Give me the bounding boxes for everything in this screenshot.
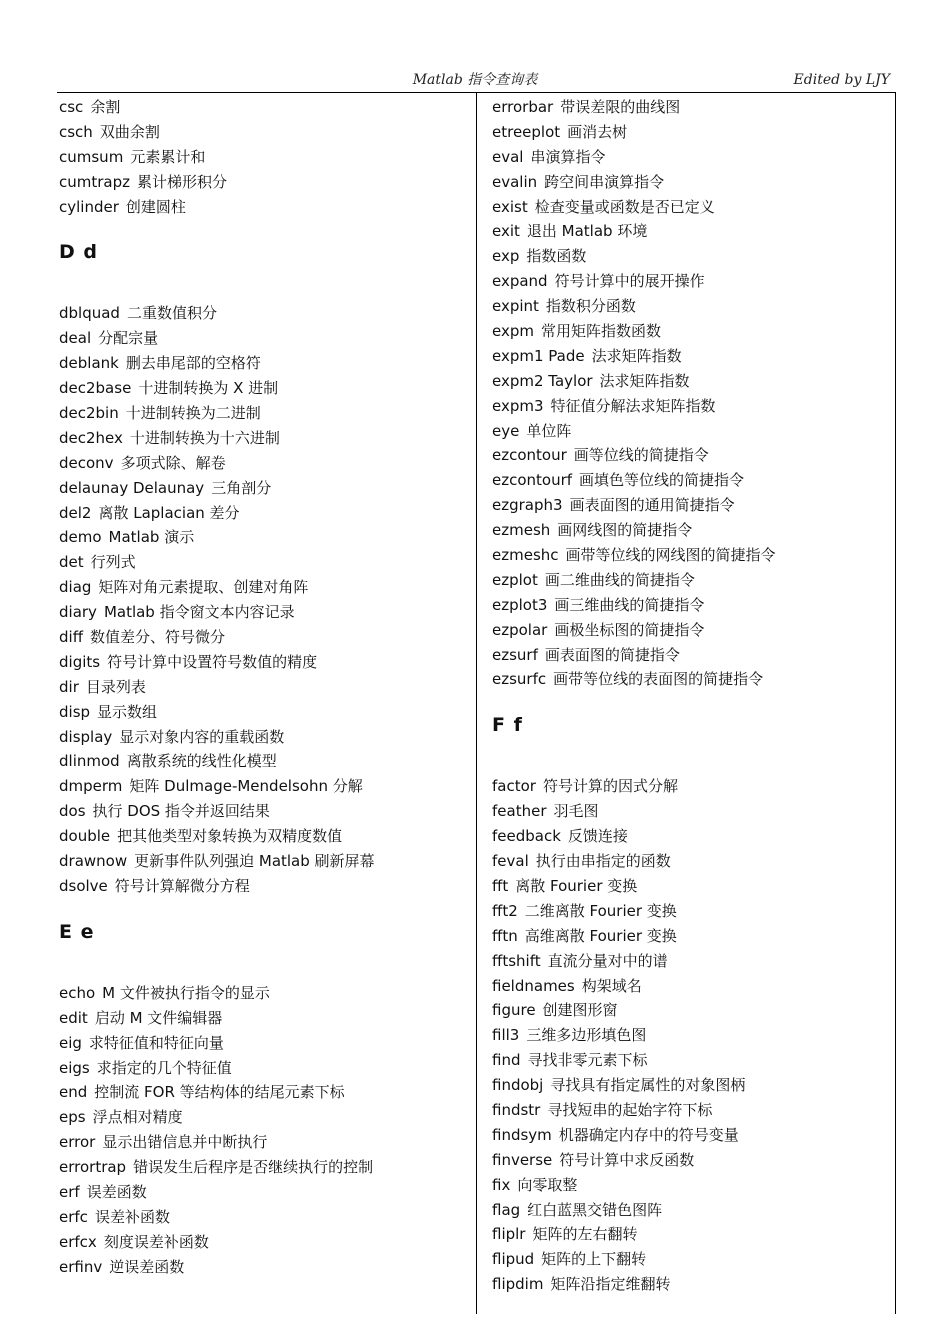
entry-command: fft <box>492 876 509 895</box>
entry-description: 特征值分解法求矩阵指数 <box>550 396 716 415</box>
entry-row <box>59 95 469 120</box>
entry-command: findobj <box>492 1076 544 1095</box>
entry-row <box>492 643 892 668</box>
entry-command: ezmesh <box>492 521 551 540</box>
entry-row <box>59 451 469 476</box>
entry-row <box>59 725 469 750</box>
entry-command: expm1 Pade <box>492 346 585 365</box>
entry-row <box>492 799 892 824</box>
entry-row <box>59 675 469 700</box>
entry-row <box>59 1205 469 1230</box>
entry-command: finverse <box>492 1150 553 1169</box>
entry-list <box>492 774 892 1297</box>
entry-command: eig <box>59 1033 82 1052</box>
entry-row <box>492 774 892 799</box>
entry-description: 离散 Laplacian 差分 <box>98 503 240 522</box>
entry-command: dlinmod <box>59 752 120 771</box>
entry-command: dec2hex <box>59 428 123 447</box>
entry-command: figure <box>492 1001 536 1020</box>
entry-description: 跨空间串演算指令 <box>544 172 665 191</box>
entry-description: 累计梯形积分 <box>137 172 228 191</box>
entry-description: M 文件被执行指令的显示 <box>102 983 270 1002</box>
entry-description: 错误发生后程序是否继续执行的控制 <box>133 1158 374 1177</box>
entry-command: ezplot3 <box>492 595 548 614</box>
entry-description: 逆误差函数 <box>109 1257 185 1276</box>
entry-row <box>492 568 892 593</box>
entry-command: flag <box>492 1200 521 1219</box>
entry-command: ezmeshc <box>492 546 559 565</box>
entry-row <box>59 1031 469 1056</box>
entry-command: diff <box>59 628 84 647</box>
entry-command: findsym <box>492 1125 552 1144</box>
entry-command: csch <box>59 122 93 141</box>
entry-row <box>492 145 892 170</box>
entry-row <box>492 824 892 849</box>
entry-description: 行列式 <box>90 553 136 572</box>
entry-row <box>492 618 892 643</box>
entry-description: Matlab 演示 <box>108 528 195 547</box>
entry-description: 三维多边形填色图 <box>526 1026 647 1045</box>
entry-row <box>59 1155 469 1180</box>
entry-command: dsolve <box>59 876 108 895</box>
entry-description: 构架域名 <box>581 976 642 995</box>
entry-row <box>59 1056 469 1081</box>
entry-command: diary <box>59 603 97 622</box>
entry-description: 红白蓝黑交错色图阵 <box>527 1200 663 1219</box>
entry-row <box>59 401 469 426</box>
entry-description: 创建圆柱 <box>125 197 186 216</box>
entry-row <box>492 518 892 543</box>
entry-command: double <box>59 827 111 846</box>
right-column <box>492 95 892 1297</box>
entry-command: csc <box>59 98 84 116</box>
entry-command: expm2 Taylor <box>492 371 593 390</box>
entry-command: error <box>59 1133 96 1152</box>
entry-command: echo <box>59 983 96 1002</box>
entry-row <box>492 1048 892 1073</box>
entry-description: 画网线图的简捷指令 <box>557 521 693 540</box>
entry-description: 刻度误差补函数 <box>103 1232 209 1251</box>
entry-row <box>492 1148 892 1173</box>
entry-list <box>59 95 469 219</box>
entry-command: expint <box>492 297 539 316</box>
entry-description: 法求矩阵指数 <box>599 371 690 390</box>
entry-command: del2 <box>59 503 92 522</box>
entry-description: 显示对象内容的重载函数 <box>119 727 285 746</box>
entry-command: dec2base <box>59 379 132 398</box>
entry-description: 符号计算解微分方程 <box>114 876 250 895</box>
entry-description: 显示数组 <box>97 702 158 721</box>
entry-command: deblank <box>59 354 119 373</box>
entry-row <box>492 1073 892 1098</box>
entry-command: findstr <box>492 1100 541 1119</box>
entry-command: dec2bin <box>59 404 119 423</box>
entry-command: feval <box>492 852 529 871</box>
entry-description: 矩阵对角元素提取、创建对角阵 <box>98 578 309 597</box>
entry-command: cumtrapz <box>59 172 131 191</box>
entry-row <box>492 924 892 949</box>
entry-row <box>492 1173 892 1198</box>
entry-description: 启动 M 文件编辑器 <box>94 1008 223 1027</box>
entry-row <box>59 501 469 526</box>
entry-command: ezcontour <box>492 446 567 465</box>
entry-list <box>59 981 469 1280</box>
entry-row <box>59 1105 469 1130</box>
entry-description: 多项式除、解卷 <box>120 453 226 472</box>
entry-row <box>492 219 892 244</box>
entry-command: errortrap <box>59 1158 127 1177</box>
entry-command: exp <box>492 247 520 266</box>
header-author: Edited by LJY <box>793 72 890 88</box>
entry-description: 高维离散 Fourier 变换 <box>524 926 677 945</box>
entry-row <box>59 195 469 220</box>
entry-row <box>59 650 469 675</box>
entry-command: errorbar <box>492 98 554 116</box>
entry-description: 元素累计和 <box>130 147 206 166</box>
entry-row <box>59 476 469 501</box>
entry-description: 执行由串指定的函数 <box>535 852 671 871</box>
entry-description: 羽毛图 <box>553 802 599 821</box>
entry-command: ezpolar <box>492 620 548 639</box>
entry-command: fix <box>492 1175 511 1194</box>
entry-row <box>492 269 892 294</box>
entry-row <box>492 95 892 120</box>
entry-row <box>492 1123 892 1148</box>
entry-row <box>59 874 469 899</box>
entry-command: factor <box>492 777 536 796</box>
entry-command: diag <box>59 578 92 597</box>
entry-command: fill3 <box>492 1026 520 1045</box>
entry-command: deconv <box>59 453 114 472</box>
entry-description: 求指定的几个特征值 <box>96 1058 232 1077</box>
column-divider <box>476 92 477 1314</box>
entry-description: 画填色等位线的简捷指令 <box>579 471 745 490</box>
entry-description: 带误差限的曲线图 <box>560 98 681 116</box>
entry-command: cylinder <box>59 197 119 216</box>
entry-command: flipud <box>492 1250 535 1269</box>
entry-command: expand <box>492 272 548 291</box>
entry-row <box>59 1006 469 1031</box>
entry-row <box>59 550 469 575</box>
entry-description: 画带等位线的表面图的简捷指令 <box>553 670 764 689</box>
entry-row <box>59 1130 469 1155</box>
entry-command: find <box>492 1051 521 1070</box>
entry-command: fftn <box>492 926 518 945</box>
entry-command: feather <box>492 802 547 821</box>
entry-description: 离散 Fourier 变换 <box>515 876 638 895</box>
entry-description: 矩阵的上下翻转 <box>541 1250 647 1269</box>
entry-description: 十进制转换为十六进制 <box>129 428 280 447</box>
entry-row <box>59 170 469 195</box>
entry-command: erfcx <box>59 1232 97 1251</box>
entry-row <box>59 1230 469 1255</box>
entry-command: dmperm <box>59 777 123 796</box>
entry-description: 反馈连接 <box>567 827 628 846</box>
entry-command: deal <box>59 329 92 348</box>
entry-row <box>492 974 892 999</box>
entry-command: end <box>59 1083 88 1102</box>
entry-command: erfc <box>59 1207 88 1226</box>
entry-command: eye <box>492 421 520 440</box>
entry-command: display <box>59 727 113 746</box>
entry-command: ezgraph3 <box>492 496 563 515</box>
entry-row <box>59 376 469 401</box>
entry-command: eigs <box>59 1058 90 1077</box>
section-heading-f: F f <box>492 714 523 737</box>
entry-row <box>492 394 892 419</box>
entry-command: ezsurf <box>492 645 538 664</box>
entry-description: Matlab 指令窗文本内容记录 <box>103 603 295 622</box>
entry-row <box>492 899 892 924</box>
entry-list <box>59 301 469 898</box>
entry-command: erfinv <box>59 1257 103 1276</box>
entry-row <box>492 369 892 394</box>
entry-description: 十进制转换为二进制 <box>125 404 261 423</box>
entry-description: 矩阵的左右翻转 <box>532 1225 638 1244</box>
entry-description: 删去串尾部的空格符 <box>125 354 261 373</box>
page-title: Matlab 指令查询表 <box>412 72 538 88</box>
entry-command: dir <box>59 677 79 696</box>
entry-row <box>59 120 469 145</box>
entry-row <box>59 749 469 774</box>
entry-row <box>59 145 469 170</box>
entry-description: 数值差分、符号微分 <box>90 628 226 647</box>
entry-description: 常用矩阵指数函数 <box>540 322 661 341</box>
entry-command: exist <box>492 197 528 216</box>
entry-description: 寻找非零元素下标 <box>527 1051 648 1070</box>
entry-row <box>492 195 892 220</box>
entry-description: 直流分量对中的谱 <box>547 951 668 970</box>
entry-row <box>492 1098 892 1123</box>
entry-description: 机器确定内存中的符号变量 <box>558 1125 739 1144</box>
entry-description: 求特征值和特征向量 <box>88 1033 224 1052</box>
entry-description: 符号计算中设置符号数值的精度 <box>107 652 318 671</box>
entry-description: 画三维曲线的简捷指令 <box>554 595 705 614</box>
entry-description: 画等位线的简捷指令 <box>573 446 709 465</box>
entry-description: 分配宗量 <box>98 329 159 348</box>
entry-row <box>492 468 892 493</box>
right-border <box>895 92 896 1314</box>
entry-description: 误差函数 <box>86 1182 147 1201</box>
entry-row <box>492 344 892 369</box>
entry-description: 目录列表 <box>85 677 146 696</box>
entry-command: delaunay Delaunay <box>59 478 205 497</box>
entry-command: flipdim <box>492 1275 544 1294</box>
entry-command: fieldnames <box>492 976 575 995</box>
entry-row <box>59 301 469 326</box>
entry-command: eps <box>59 1108 86 1127</box>
entry-description: 三角剖分 <box>211 478 272 497</box>
entry-command: evalin <box>492 172 538 191</box>
entry-row <box>59 1080 469 1105</box>
entry-row <box>492 493 892 518</box>
entry-description: 显示出错信息并中断执行 <box>102 1133 268 1152</box>
entry-command: expm <box>492 322 534 341</box>
entry-command: etreeplot <box>492 122 561 141</box>
entry-command: cumsum <box>59 147 124 166</box>
entry-description: 创建图形窗 <box>542 1001 618 1020</box>
entry-description: 画二维曲线的简捷指令 <box>544 570 695 589</box>
entry-list <box>492 95 892 692</box>
entry-description: 向零取整 <box>517 1175 578 1194</box>
entry-command: fftshift <box>492 951 541 970</box>
entry-description: 二维离散 Fourier 变换 <box>524 901 677 920</box>
entry-description: 指数积分函数 <box>545 297 636 316</box>
entry-command: ezplot <box>492 570 538 589</box>
entry-command: ezcontourf <box>492 471 573 490</box>
entry-description: 寻找短串的起始字符下标 <box>547 1100 713 1119</box>
entry-row <box>492 849 892 874</box>
entry-row <box>59 600 469 625</box>
entry-description: 余割 <box>90 98 121 116</box>
entry-row <box>492 543 892 568</box>
entry-command: feedback <box>492 827 561 846</box>
entry-row <box>492 319 892 344</box>
left-column <box>59 95 469 1280</box>
entry-row <box>59 700 469 725</box>
entry-row <box>59 525 469 550</box>
entry-description: 寻找具有指定属性的对象图柄 <box>550 1076 746 1095</box>
entry-row <box>59 774 469 799</box>
entry-command: dos <box>59 802 86 821</box>
entry-row <box>492 1222 892 1247</box>
entry-description: 画表面图的简捷指令 <box>544 645 680 664</box>
entry-description: 离散系统的线性化模型 <box>126 752 277 771</box>
entry-description: 单位阵 <box>526 421 572 440</box>
entry-row <box>492 244 892 269</box>
entry-row <box>59 1255 469 1280</box>
entry-row <box>492 667 892 692</box>
entry-row <box>492 120 892 145</box>
entry-command: fliplr <box>492 1225 526 1244</box>
entry-description: 双曲余割 <box>99 122 160 141</box>
entry-row <box>59 799 469 824</box>
entry-command: fft2 <box>492 901 518 920</box>
entry-description: 检查变量或函数是否已定义 <box>534 197 715 216</box>
entry-command: exit <box>492 222 520 241</box>
entry-description: 画消去树 <box>567 122 628 141</box>
entry-description: 更新事件队列强迫 Matlab 刷新屏幕 <box>134 852 375 871</box>
entry-description: 指数函数 <box>526 247 587 266</box>
entry-command: ezsurfc <box>492 670 547 689</box>
entry-description: 画带等位线的网线图的简捷指令 <box>565 546 776 565</box>
entry-row <box>492 1198 892 1223</box>
entry-row <box>492 294 892 319</box>
entry-row <box>59 625 469 650</box>
entry-description: 符号计算中求反函数 <box>559 1150 695 1169</box>
entry-row <box>59 351 469 376</box>
entry-description: 误差补函数 <box>94 1207 170 1226</box>
section-heading-d: D d <box>59 241 98 264</box>
entry-command: expm3 <box>492 396 544 415</box>
entry-command: drawnow <box>59 852 128 871</box>
entry-description: 浮点相对精度 <box>92 1108 183 1127</box>
entry-command: disp <box>59 702 91 721</box>
entry-description: 十进制转换为 X 进制 <box>138 379 279 398</box>
entry-description: 控制流 FOR 等结构体的结尾元素下标 <box>94 1083 345 1102</box>
entry-command: dblquad <box>59 304 120 323</box>
entry-command: demo <box>59 528 102 547</box>
entry-description: 串演算指令 <box>530 147 606 166</box>
entry-description: 符号计算的因式分解 <box>542 777 678 796</box>
entry-description: 画表面图的通用简捷指令 <box>569 496 735 515</box>
entry-command: eval <box>492 147 524 166</box>
entry-command: det <box>59 553 84 572</box>
entry-command: edit <box>59 1008 88 1027</box>
entry-row <box>492 593 892 618</box>
entry-description: 画极坐标图的简捷指令 <box>554 620 705 639</box>
entry-row <box>492 949 892 974</box>
entry-row <box>492 443 892 468</box>
entry-description: 符号计算中的展开操作 <box>554 272 705 291</box>
entry-row <box>492 170 892 195</box>
entry-row <box>492 998 892 1023</box>
entry-description: 执行 DOS 指令并返回结果 <box>92 802 270 821</box>
entry-row <box>59 849 469 874</box>
entry-row <box>59 426 469 451</box>
entry-description: 二重数值积分 <box>126 304 217 323</box>
entry-row <box>492 874 892 899</box>
entry-row <box>492 1023 892 1048</box>
entry-description: 把其他类型对象转换为双精度数值 <box>117 827 343 846</box>
entry-row <box>492 419 892 444</box>
entry-row <box>59 824 469 849</box>
entry-row <box>59 326 469 351</box>
entry-row <box>492 1247 892 1272</box>
entry-description: 矩阵沿指定维翻转 <box>550 1275 671 1294</box>
entry-command: digits <box>59 652 101 671</box>
entry-row <box>59 575 469 600</box>
entry-command: erf <box>59 1182 80 1201</box>
entry-row <box>492 1272 892 1297</box>
entry-description: 矩阵 Dulmage-Mendelsohn 分解 <box>129 777 363 796</box>
entry-row <box>59 1180 469 1205</box>
entry-row <box>59 981 469 1006</box>
section-heading-e: E e <box>59 920 95 943</box>
entry-description: 退出 Matlab 环境 <box>526 222 648 241</box>
entry-description: 法求矩阵指数 <box>591 346 682 365</box>
